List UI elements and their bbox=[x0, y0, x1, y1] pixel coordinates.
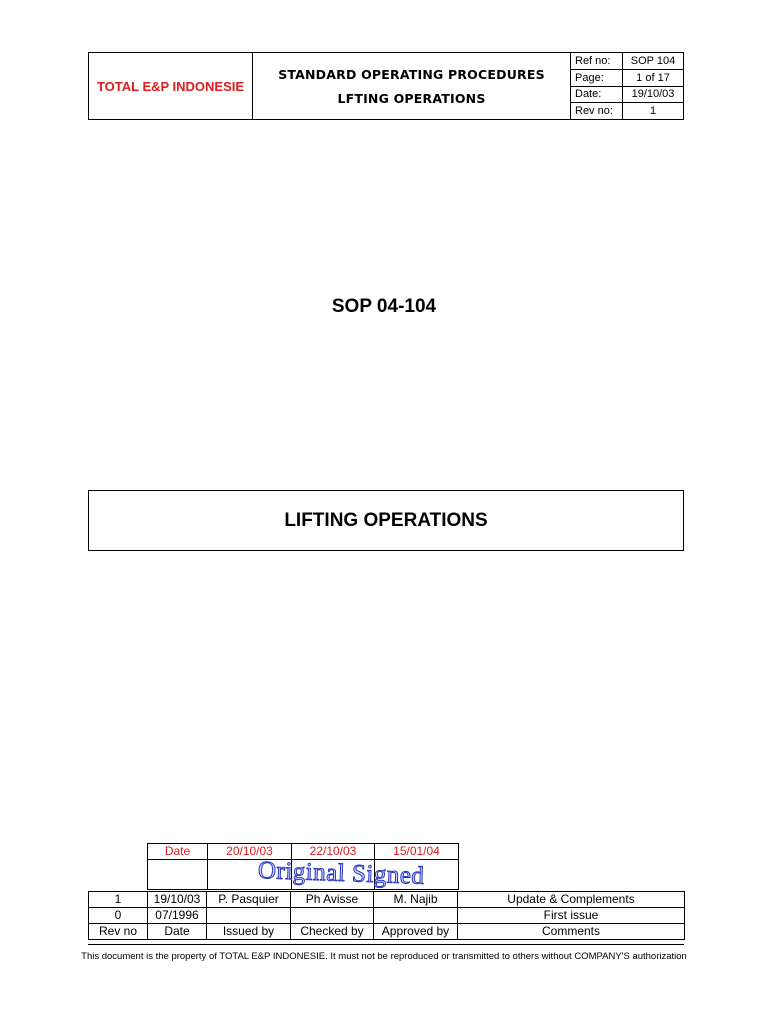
meta-ref-no bbox=[571, 53, 683, 70]
rev-date-cell: 19/10/03 bbox=[148, 892, 207, 908]
meta-rev-no bbox=[571, 103, 683, 119]
meta-date bbox=[571, 87, 683, 104]
meta-key: Ref no: bbox=[571, 53, 623, 69]
checked-by-cell: Ph Avisse bbox=[291, 892, 374, 908]
approved-by-cell bbox=[374, 908, 458, 924]
meta-value: 19/10/03 bbox=[631, 88, 675, 101]
document-title: LIFTING OPERATIONS bbox=[284, 509, 488, 531]
meta-key: Page: bbox=[571, 70, 623, 86]
comments-cell: First issue bbox=[458, 908, 685, 924]
approval-date-approved: 15/01/04 bbox=[375, 844, 459, 860]
footer-divider bbox=[88, 944, 684, 945]
meta-key: Rev no: bbox=[571, 103, 623, 119]
approved-by-cell: M. Najib bbox=[374, 892, 458, 908]
rev-no-cell: 1 bbox=[89, 892, 148, 908]
footer-disclaimer: This document is the property of TOTAL E&P INDONESIE. It must not be reproduced or transmitted to others without COMPANY'S authorization bbox=[81, 951, 687, 962]
header-checked-by: Checked by bbox=[291, 924, 374, 940]
header-comments: Comments bbox=[458, 924, 685, 940]
header-rev-no: Rev no bbox=[89, 924, 148, 940]
approval-date-row bbox=[148, 844, 459, 860]
header-approved-by: Approved by bbox=[374, 924, 458, 940]
meta-value: 1 bbox=[649, 105, 657, 118]
revision-table bbox=[88, 891, 685, 940]
revision-row bbox=[89, 908, 685, 924]
rev-no-cell: 0 bbox=[89, 908, 148, 924]
header-date: Date bbox=[148, 924, 207, 940]
document-header bbox=[88, 52, 684, 120]
approval-date-label: Date bbox=[148, 844, 208, 860]
meta-page bbox=[571, 70, 683, 87]
header-title-line-1: STANDARD OPERATING PROCEDURES bbox=[278, 66, 545, 82]
company-name: TOTAL E&P INDONESIE bbox=[89, 53, 253, 119]
meta-value: 1 of 17 bbox=[636, 71, 670, 84]
document-code: SOP 04-104 bbox=[331, 296, 437, 317]
rev-date-cell: 07/1996 bbox=[148, 908, 207, 924]
header-issued-by: Issued by bbox=[207, 924, 291, 940]
comments-cell: Update & Complements bbox=[458, 892, 685, 908]
issued-by-cell bbox=[207, 908, 291, 924]
revision-header-row bbox=[89, 924, 685, 940]
header-title-line-2: LFTING OPERATIONS bbox=[337, 90, 486, 106]
meta-key: Date: bbox=[571, 87, 623, 103]
approval-date-issued: 20/10/03 bbox=[208, 844, 292, 860]
meta-value: SOP 104 bbox=[630, 54, 676, 67]
header-title bbox=[253, 53, 571, 119]
original-signed-stamp: Original Signed bbox=[257, 857, 425, 890]
signature-cell bbox=[148, 860, 208, 890]
checked-by-cell bbox=[291, 908, 374, 924]
header-meta bbox=[571, 53, 683, 119]
approval-date-checked: 22/10/03 bbox=[292, 844, 375, 860]
issued-by-cell: P. Pasquier bbox=[207, 892, 291, 908]
document-title-box bbox=[88, 490, 684, 551]
revision-row bbox=[89, 892, 685, 908]
